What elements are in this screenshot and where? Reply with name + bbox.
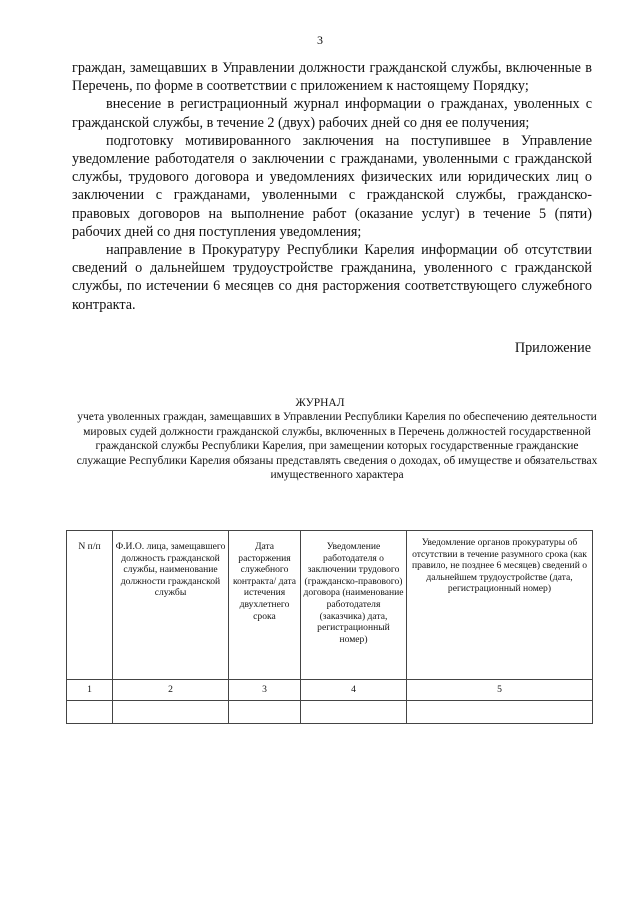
appendix-label: Приложение [514, 340, 591, 356]
paragraph-1: граждан, замещавших в Управлении должности гражданской службы, включенные в Перечень, по форме в соответствии с приложением к настоящему Порядку; [72, 60, 592, 95]
header-full-name: Ф.И.О. лица, замещавшего должность гражданской службы, наименование должности гражданской службы [113, 531, 229, 680]
page-number: 3 [317, 33, 323, 47]
paragraph-4: направление в Прокуратуру Республики Карелия информации об отсутствии сведений о дальнейшем трудоустройстве гражданина, уволенного с гражданской службы, по истечении 6 месяцев со дня расторжения соответствующего служебного контракта. [72, 242, 592, 313]
table-cell [407, 701, 593, 724]
header-number: N п/п [67, 531, 113, 680]
body-text [72, 59, 592, 314]
table-cell [301, 701, 407, 724]
paragraph-3: подготовку мотивированного заключения на поступившее в Управление уведомление работодателя о заключении с гражданами, уволенными с гражданской службы, трудового договора и уведомлениях физических или юридических лиц о заключении с гражданами, уволенными с гражданской службы, гражданско-правовых договоров на выполнение работ (оказание услуг) в течение 5 (пяти) рабочих дней со дня поступления уведомления; [72, 132, 592, 240]
header-prosecutor-notice: Уведомление органов прокуратуры об отсутствии в течение разумного срока (как правило, не позднее 6 месяцев) сведений о дальнейшем трудоустройстве (дата, регистрационный номер) [407, 531, 593, 680]
table-cell [113, 701, 229, 724]
journal-subtitle: учета уволенных граждан, замещавших в Управлении Республики Карелия по обеспечению деятельности мировых судей должности гражданской службы, включенных в Перечень должностей государственной гражданской службы Республики Карелия, при замещении которых государственные гражданские служащие Республики Карелия обязаны представлять сведения о доходах, об имуществе и обязательствах имущественного характера [76, 411, 598, 482]
column-number-5: 5 [407, 680, 593, 701]
column-number-4: 4 [301, 680, 407, 701]
journal-title: ЖУРНАЛ [295, 397, 345, 409]
header-employer-notice: Уведомление работодателя о заключении трудового (гражданско-правового) договора (наименование работодателя (заказчика) дата, регистрационный номер) [301, 531, 407, 680]
table-cell [67, 701, 113, 724]
table-cell [229, 701, 301, 724]
header-contract-date: Дата расторжения служебного контракта/ дата истечения двухлетнего срока [229, 531, 301, 680]
journal-table [66, 530, 593, 724]
table-column-number-row [67, 680, 593, 701]
column-number-2: 2 [113, 680, 229, 701]
table-row [67, 701, 593, 724]
paragraph-2: внесение в регистрационный журнал информации о гражданах, уволенных с гражданской службы, в течение 2 (двух) рабочих дней со дня ее получения; [72, 96, 592, 131]
table-header-row [67, 531, 593, 680]
column-number-1: 1 [67, 680, 113, 701]
column-number-3: 3 [229, 680, 301, 701]
